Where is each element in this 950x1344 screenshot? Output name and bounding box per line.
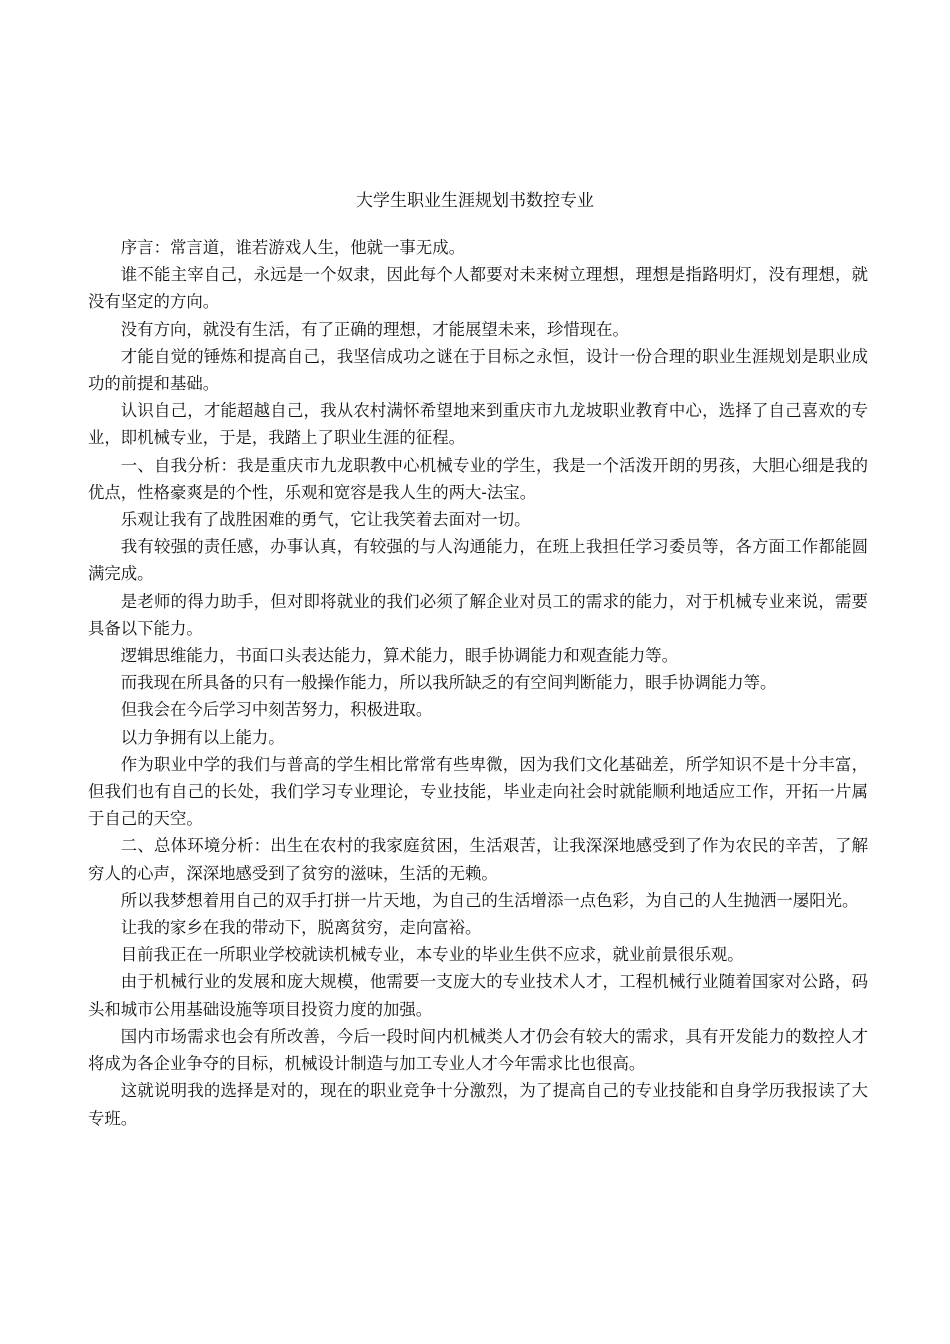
paragraph-self-analysis: 一、自我分析：我是重庆市九龙职教中心机械专业的学生，我是一个活泼开朗的男孩，大胆心细是我的优点，性格豪爽是的个性，乐观和宽容是我人生的两大-法宝。 xyxy=(88,455,868,502)
paragraph: 而我现在所具备的只有一般操作能力，所以我所缺乏的有空间判断能力，眼手协调能力等。 xyxy=(120,673,777,693)
document-body xyxy=(88,234,868,1132)
paragraph: 才能自觉的锤炼和提高自己，我坚信成功之谜在于目标之永恒，设计一份合理的职业生涯规划是职业成功的前提和基础。 xyxy=(88,346,868,394)
paragraph: 是老师的得力助手，但对即将就业的我们必须了解企业对员工的需求的能力，对于机械专业来说，需要具备以下能力。 xyxy=(88,591,868,638)
paragraph: 让我的家乡在我的带动下，脱离贫穷，走向富裕。 xyxy=(120,918,482,938)
paragraph: 但我会在今后学习中刻苦努力，积极进取。 xyxy=(120,700,433,720)
paragraph: 以力争拥有以上能力。 xyxy=(120,727,285,747)
paragraph: 乐观让我有了战胜困难的勇气，它让我笑着去面对一切。 xyxy=(120,510,531,530)
paragraph: 谁不能主宰自己，永远是一个奴隶，因此每个人都要对未来树立理想，理想是指路明灯，没有理想，就没有坚定的方向。 xyxy=(88,265,868,312)
paragraph: 由于机械行业的发展和庞大规模，他需要一支庞大的专业技术人才，工程机械行业随着国家对公路，码头和城市公用基础设施等项目投资力度的加强。 xyxy=(88,972,868,1019)
paragraph: 所以我梦想着用自己的双手打拼一片天地，为自己的生活增添一点色彩，为自己的人生抛洒一屡阳光。 xyxy=(120,890,859,910)
document-title: 大学生职业生涯规划书数控专业 xyxy=(356,191,594,211)
paragraph: 国内市场需求也会有所改善，今后一段时间内机械类人才仍会有较大的需求，具有开发能力的数控人才将成为各企业争夺的目标，机械设计制造与加工专业人才今年需求比也很高。 xyxy=(88,1026,868,1074)
paragraph: 我有较强的责任感，办事认真，有较强的与人沟通能力，在班上我担任学习委员等，各方面工作都能圆满完成。 xyxy=(88,537,868,584)
paragraph: 这就说明我的选择是对的，现在的职业竞争十分激烈，为了提高自己的专业技能和自身学历我报读了大专班。 xyxy=(88,1081,868,1128)
paragraph: 逻辑思维能力，书面口头表达能力，算术能力，眼手协调能力和观查能力等。 xyxy=(120,646,679,666)
paragraph-environment-analysis: 二、总体环境分析：出生在农村的我家庭贫困，生活艰苦，让我深深地感受到了作为农民的辛苦，了解穷人的心声，深深地感受到了贫穷的滋味，生活的无赖。 xyxy=(88,836,868,883)
paragraph: 没有方向，就没有生活，有了正确的理想，才能展望未来，珍惜现在。 xyxy=(120,319,629,339)
paragraph: 作为职业中学的我们与普高的学生相比常常有些卑微，因为我们文化基础差，所学知识不是十分丰富，但我们也有自己的长处，我们学习专业理论，专业技能，毕业走向社会时就能顺利地适应工作，开拓一片属于自己的天空。 xyxy=(88,754,868,829)
paragraph: 认识自己，才能超越自己，我从农村满怀希望地来到重庆市九龙坡职业教育中心，选择了自己喜欢的专业，即机械专业，于是，我踏上了职业生涯的征程。 xyxy=(88,401,868,448)
paragraph: 目前我正在一所职业学校就读机械专业，本专业的毕业生供不应求，就业前景很乐观。 xyxy=(120,945,744,965)
paragraph-preface: 序言：常言道，谁若游戏人生，他就一事无成。 xyxy=(120,238,465,257)
